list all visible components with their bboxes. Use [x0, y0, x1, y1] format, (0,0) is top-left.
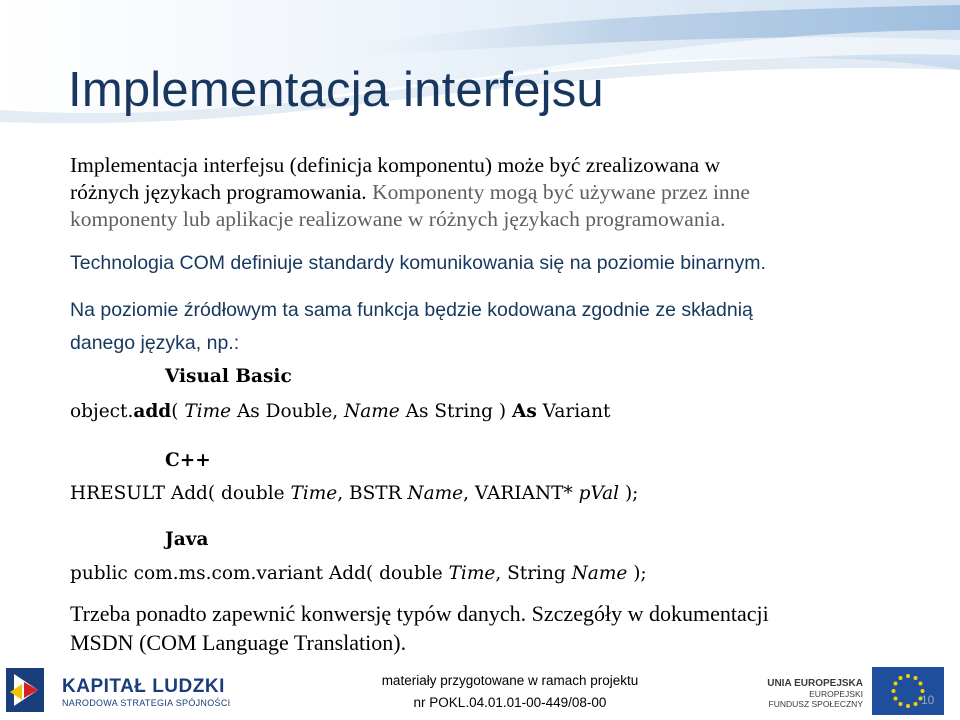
eu-label — [755, 678, 863, 709]
conclusion-line-1: Trzeba ponadto zapewnić konwersję typów danych. Szczegóły w dokumentacji — [70, 601, 769, 626]
eu-label-line-2: EUROPEJSKI — [809, 689, 863, 699]
cpp-heading: C++ — [165, 450, 211, 471]
intro-line-3: komponenty lub aplikacje realizowane w różnych językach programowania. — [70, 207, 726, 231]
cpp-code-part: , BSTR — [337, 483, 408, 504]
vb-code-keyword-as: As — [512, 401, 537, 422]
cpp-code-part: , VARIANT* — [463, 483, 579, 504]
project-note — [345, 670, 675, 714]
cpp-code-part: ); — [619, 483, 639, 504]
vb-code-param-name: Name — [344, 401, 400, 422]
intro-line-4: Technologia COM definiuje standardy komunikowania się na poziomie binarnym. — [70, 252, 766, 274]
vb-code-part: ( — [171, 401, 185, 422]
kapital-ludzki-title: KAPITAŁ LUDZKI — [62, 676, 225, 697]
vb-code — [70, 400, 611, 424]
java-code-part: ); — [627, 563, 647, 584]
java-heading: Java — [165, 529, 209, 550]
cpp-code-param-time: Time — [290, 483, 338, 504]
eu-label-line-3: FUNDUSZ SPOŁECZNY — [768, 699, 863, 709]
java-code-param-time: Time — [448, 563, 496, 584]
project-note-line-2: nr POKL.04.01.01-00-449/08-00 — [413, 695, 607, 710]
vb-code-part: As Double, — [231, 401, 345, 422]
vb-code-part: Variant — [536, 401, 611, 422]
cpp-code-param-pval: pVal — [578, 483, 620, 504]
kapital-ludzki-subtitle: NARODOWA STRATEGIA SPÓJNOŚCI — [62, 698, 231, 708]
cpp-code-param-name: Name — [407, 483, 464, 504]
source-note-line-2: danego języka, np.: — [70, 332, 240, 354]
vb-code-part: object. — [70, 401, 134, 422]
java-code-part: , String — [495, 563, 572, 584]
project-note-line-1: materiały przygotowane w ramach projektu — [381, 673, 639, 688]
conclusion-line-2: MSDN (COM Language Translation). — [70, 630, 407, 655]
vb-code-param-time: Time — [184, 401, 232, 422]
java-code — [70, 562, 647, 586]
vb-code-part: As String ) — [399, 401, 512, 422]
footer — [0, 660, 960, 720]
intro-line-2 — [70, 179, 750, 206]
cpp-code — [70, 482, 638, 506]
cpp-code-part: HRESULT Add( double — [70, 483, 291, 504]
eu-flag-icon — [872, 667, 944, 715]
page-number: 10 — [921, 693, 935, 707]
intro-line-1: Implementacja interfejsu (definicja komponentu) może być zrealizowana w — [70, 153, 721, 177]
intro-line-2-end: Komponenty mogą być używane przez inne — [366, 180, 750, 204]
java-code-part: public com.ms.com.variant Add( double — [70, 563, 449, 584]
intro-line-2-start: różnych językach programowania. — [70, 180, 367, 204]
eu-label-line-1: UNIA EUROPEJSKA — [767, 678, 863, 689]
source-note-line-1: Na poziomie źródłowym ta sama funkcja będzie kodowana zgodnie ze składnią — [70, 299, 753, 321]
java-code-param-name: Name — [571, 563, 628, 584]
vb-code-keyword-add: add — [133, 401, 172, 422]
vb-heading: Visual Basic — [165, 366, 292, 387]
page-title: Implementacja interfejsu — [68, 63, 604, 117]
